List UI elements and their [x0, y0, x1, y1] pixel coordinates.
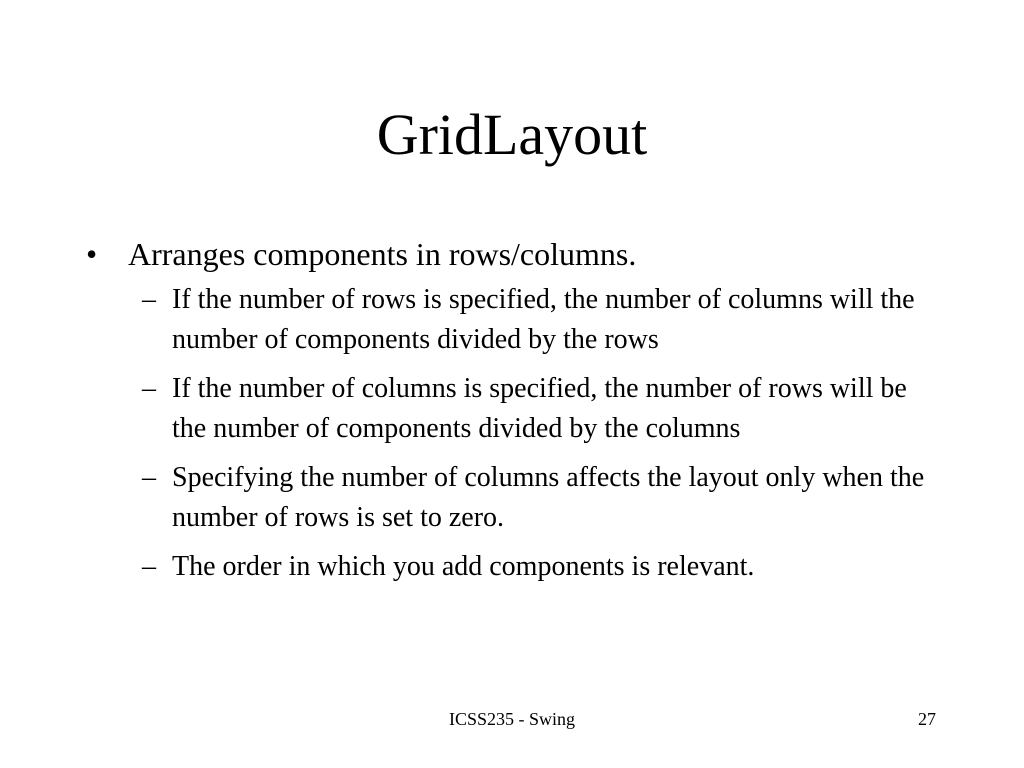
dash-marker: –	[142, 462, 156, 493]
sub-bullet-text: Specifying the number of columns affects the layout only when the number of rows is set to zero.	[172, 462, 925, 533]
sub-bullet-list	[128, 280, 946, 587]
sub-bullet-item	[128, 369, 932, 449]
sub-bullet-text: If the number of columns is specified, the number of rows will be the number of components divided by the columns	[172, 373, 907, 444]
page-number: 27	[918, 709, 936, 729]
dash-marker: –	[142, 284, 156, 315]
bullet-text: Arranges components in rows/columns.	[128, 236, 637, 272]
sub-bullet-text: The order in which you add components is relevant.	[172, 551, 755, 582]
sub-bullet-item	[128, 458, 932, 538]
bullet-list	[86, 234, 946, 597]
slide-title: GridLayout	[376, 102, 648, 167]
bullet-item	[86, 234, 946, 587]
sub-bullet-text: If the number of rows is specified, the number of columns will the number of components divided by the rows	[172, 284, 915, 355]
bullet-marker: •	[86, 236, 98, 272]
sub-bullet-item	[128, 547, 932, 587]
footer-course-label: ICSS235 - Swing	[448, 709, 576, 729]
sub-bullet-item	[128, 280, 932, 360]
dash-marker: –	[142, 551, 156, 582]
dash-marker: –	[142, 373, 156, 404]
